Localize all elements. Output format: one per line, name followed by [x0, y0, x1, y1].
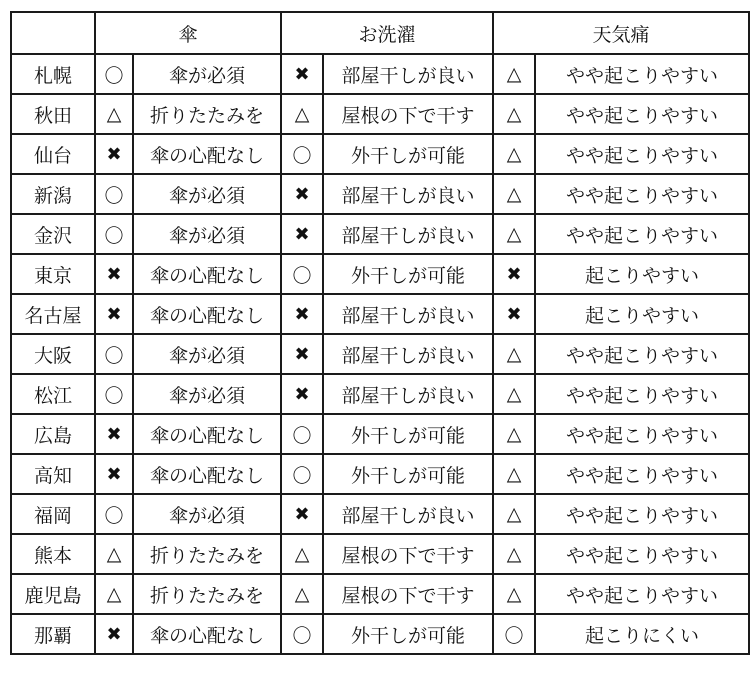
weather-pain-level: 起こりやすい — [535, 294, 749, 334]
weather-forecast-table — [10, 11, 750, 655]
weather-pain-level: やや起こりやすい — [535, 214, 749, 254]
weather-pain-level: やや起こりやすい — [535, 574, 749, 614]
umbrella-advice: 折りたたみを — [133, 534, 281, 574]
umbrella-advice: 傘が必須 — [133, 334, 281, 374]
city-cell: 大阪 — [11, 334, 95, 374]
city-cell: 鹿児島 — [11, 574, 95, 614]
table-row — [11, 214, 749, 254]
laundry-mark: 〇 — [281, 254, 323, 294]
laundry-advice: 部屋干しが良い — [323, 294, 493, 334]
weather-pain-level: やや起こりやすい — [535, 134, 749, 174]
table-row — [11, 94, 749, 134]
weather-pain-mark: △ — [493, 454, 535, 494]
table-row — [11, 254, 749, 294]
umbrella-advice: 傘の心配なし — [133, 614, 281, 654]
umbrella-advice: 折りたたみを — [133, 94, 281, 134]
laundry-advice: 外干しが可能 — [323, 134, 493, 174]
laundry-advice: 部屋干しが良い — [323, 54, 493, 94]
laundry-mark: ✖ — [281, 174, 323, 214]
weather-pain-mark: △ — [493, 414, 535, 454]
laundry-advice: 部屋干しが良い — [323, 374, 493, 414]
weather-pain-level: 起こりにくい — [535, 614, 749, 654]
laundry-advice: 部屋干しが良い — [323, 214, 493, 254]
header-row — [11, 12, 749, 54]
weather-pain-mark: △ — [493, 494, 535, 534]
city-cell: 福岡 — [11, 494, 95, 534]
umbrella-mark: ✖ — [95, 454, 133, 494]
laundry-advice: 屋根の下で干す — [323, 574, 493, 614]
laundry-advice: 部屋干しが良い — [323, 334, 493, 374]
city-cell: 熊本 — [11, 534, 95, 574]
umbrella-mark: △ — [95, 94, 133, 134]
weather-pain-level: やや起こりやすい — [535, 414, 749, 454]
table-row — [11, 614, 749, 654]
table-row — [11, 334, 749, 374]
laundry-advice: 外干しが可能 — [323, 414, 493, 454]
weather-pain-mark: △ — [493, 334, 535, 374]
laundry-mark: ✖ — [281, 494, 323, 534]
umbrella-advice: 傘の心配なし — [133, 254, 281, 294]
umbrella-advice: 折りたたみを — [133, 574, 281, 614]
umbrella-advice: 傘の心配なし — [133, 414, 281, 454]
weather-pain-mark: △ — [493, 174, 535, 214]
table-row — [11, 134, 749, 174]
laundry-advice: 部屋干しが良い — [323, 174, 493, 214]
weather-pain-mark: △ — [493, 214, 535, 254]
weather-pain-level: やや起こりやすい — [535, 174, 749, 214]
city-cell: 金沢 — [11, 214, 95, 254]
umbrella-mark: ✖ — [95, 254, 133, 294]
table-body — [11, 54, 749, 654]
umbrella-advice: 傘の心配なし — [133, 294, 281, 334]
laundry-mark: ✖ — [281, 54, 323, 94]
weather-pain-mark: △ — [493, 134, 535, 174]
weather-pain-level: やや起こりやすい — [535, 374, 749, 414]
city-cell: 那覇 — [11, 614, 95, 654]
table-row — [11, 174, 749, 214]
city-cell: 名古屋 — [11, 294, 95, 334]
laundry-advice: 部屋干しが良い — [323, 494, 493, 534]
umbrella-mark: 〇 — [95, 374, 133, 414]
table-row — [11, 414, 749, 454]
laundry-advice: 外干しが可能 — [323, 254, 493, 294]
city-cell: 札幌 — [11, 54, 95, 94]
umbrella-advice: 傘が必須 — [133, 54, 281, 94]
weather-pain-mark: ✖ — [493, 254, 535, 294]
table-row — [11, 494, 749, 534]
umbrella-advice: 傘が必須 — [133, 174, 281, 214]
umbrella-advice: 傘の心配なし — [133, 454, 281, 494]
table-row — [11, 574, 749, 614]
header-umbrella: 傘 — [95, 12, 281, 54]
laundry-advice: 屋根の下で干す — [323, 94, 493, 134]
weather-pain-level: やや起こりやすい — [535, 94, 749, 134]
laundry-advice: 外干しが可能 — [323, 614, 493, 654]
laundry-mark: 〇 — [281, 134, 323, 174]
umbrella-mark: ✖ — [95, 294, 133, 334]
table-row — [11, 54, 749, 94]
umbrella-mark: ✖ — [95, 414, 133, 454]
weather-pain-level: やや起こりやすい — [535, 334, 749, 374]
weather-pain-level: やや起こりやすい — [535, 494, 749, 534]
table-row — [11, 374, 749, 414]
umbrella-mark: 〇 — [95, 214, 133, 254]
laundry-mark: 〇 — [281, 614, 323, 654]
weather-pain-mark: △ — [493, 534, 535, 574]
weather-pain-mark: ✖ — [493, 294, 535, 334]
table-row — [11, 294, 749, 334]
city-cell: 仙台 — [11, 134, 95, 174]
laundry-mark: ✖ — [281, 374, 323, 414]
laundry-advice: 屋根の下で干す — [323, 534, 493, 574]
umbrella-mark: 〇 — [95, 494, 133, 534]
umbrella-mark: 〇 — [95, 334, 133, 374]
city-cell: 高知 — [11, 454, 95, 494]
city-cell: 松江 — [11, 374, 95, 414]
city-cell: 広島 — [11, 414, 95, 454]
header-weather-pain: 天気痛 — [493, 12, 749, 54]
weather-pain-mark: △ — [493, 374, 535, 414]
city-cell: 秋田 — [11, 94, 95, 134]
weather-pain-level: やや起こりやすい — [535, 534, 749, 574]
umbrella-advice: 傘の心配なし — [133, 134, 281, 174]
umbrella-mark: △ — [95, 574, 133, 614]
umbrella-advice: 傘が必須 — [133, 374, 281, 414]
laundry-mark: △ — [281, 534, 323, 574]
table-row — [11, 534, 749, 574]
header-laundry: お洗濯 — [281, 12, 493, 54]
weather-pain-mark: △ — [493, 94, 535, 134]
city-cell: 東京 — [11, 254, 95, 294]
laundry-mark: ✖ — [281, 214, 323, 254]
weather-pain-mark: △ — [493, 574, 535, 614]
header-corner — [11, 12, 95, 54]
weather-pain-level: 起こりやすい — [535, 254, 749, 294]
umbrella-mark: ✖ — [95, 614, 133, 654]
weather-pain-level: やや起こりやすい — [535, 54, 749, 94]
umbrella-mark: 〇 — [95, 54, 133, 94]
umbrella-mark: △ — [95, 534, 133, 574]
table-row — [11, 454, 749, 494]
laundry-mark: 〇 — [281, 454, 323, 494]
laundry-mark: 〇 — [281, 414, 323, 454]
laundry-mark: ✖ — [281, 334, 323, 374]
umbrella-advice: 傘が必須 — [133, 494, 281, 534]
weather-pain-level: やや起こりやすい — [535, 454, 749, 494]
city-cell: 新潟 — [11, 174, 95, 214]
umbrella-advice: 傘が必須 — [133, 214, 281, 254]
umbrella-mark: 〇 — [95, 174, 133, 214]
laundry-mark: △ — [281, 574, 323, 614]
laundry-mark: △ — [281, 94, 323, 134]
weather-pain-mark: △ — [493, 54, 535, 94]
laundry-advice: 外干しが可能 — [323, 454, 493, 494]
umbrella-mark: ✖ — [95, 134, 133, 174]
weather-pain-mark: 〇 — [493, 614, 535, 654]
laundry-mark: ✖ — [281, 294, 323, 334]
